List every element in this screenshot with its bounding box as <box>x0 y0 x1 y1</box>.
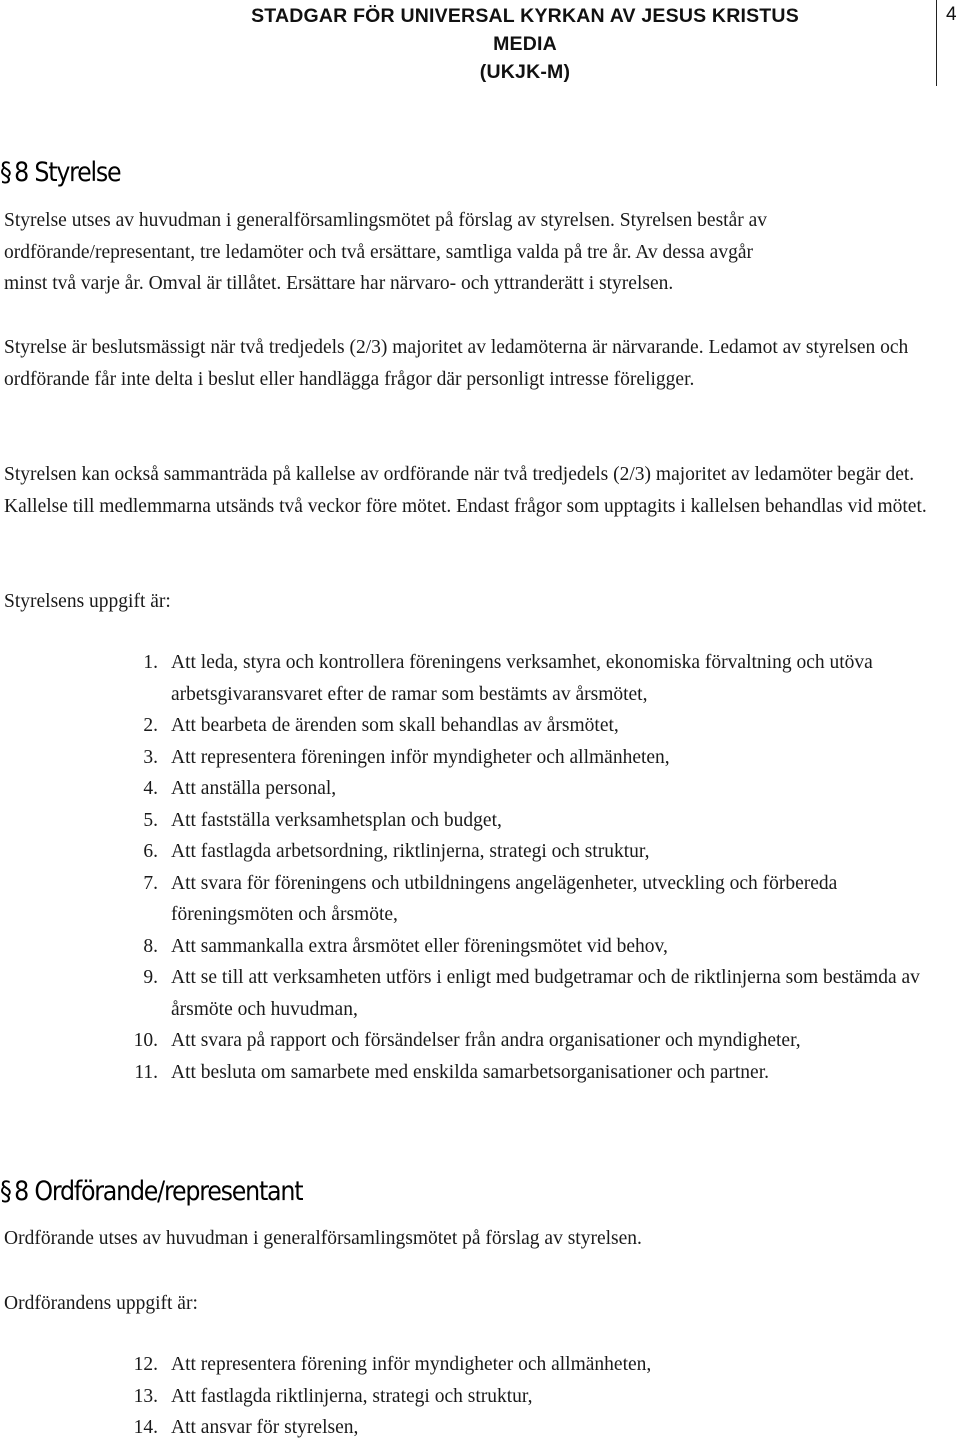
list-item-text: Att leda, styra och kontrollera föreningens verksamhet, ekonomiska förvaltning och utöva arbetsgivaransvaret efter de ramar som bestämts av årsmötet, <box>171 652 873 705</box>
list-item-number: 8. <box>143 935 158 957</box>
section-sign-icon: § <box>0 1176 11 1207</box>
list-item-number: 6. <box>143 841 158 862</box>
list-item-number: 9. <box>143 967 158 988</box>
section-heading-styrelse <box>0 157 120 188</box>
list-item-number: 11. <box>134 1061 158 1083</box>
section-heading-text: 8 Ordförande/representant <box>14 1176 303 1207</box>
list-item-number: 2. <box>143 715 158 736</box>
styrelse-duties-list <box>0 647 930 1088</box>
list-item-number: 7. <box>143 872 158 894</box>
section-sign-icon: § <box>0 157 11 188</box>
list-item-text: Att besluta om samarbete med enskilda samarbetsorganisationer och partner. <box>171 1061 769 1083</box>
section-heading-ordforande <box>0 1176 302 1207</box>
styrelse-duties-intro: Styrelsens uppgift är: <box>4 591 171 612</box>
list-item-text: Att fastlagda arbetsordning, riktlinjerna, strategi och struktur, <box>171 841 650 862</box>
list-item-text: Att sammankalla extra årsmötet eller föreningsmötet vid behov, <box>171 935 668 957</box>
list-item-text: Att se till att verksamheten utförs i enligt med budgetramar och de riktlinjerna som bestämda av årsmöte och huvudman, <box>171 967 920 1020</box>
list-item <box>0 710 930 742</box>
document-title-line-2: MEDIA <box>493 33 557 55</box>
list-item <box>0 647 930 710</box>
list-item <box>0 836 930 868</box>
list-item <box>0 868 930 931</box>
list-item-text: Att fastlagda riktlinjerna, strategi och struktur, <box>171 1385 533 1407</box>
list-item-number: 12. <box>133 1354 158 1375</box>
list-item <box>0 1412 930 1444</box>
list-item-number: 5. <box>143 809 158 831</box>
list-item-number: 3. <box>143 746 158 768</box>
list-item-number: 14. <box>133 1417 158 1438</box>
paragraph-line: Styrelse utses av huvudman i generalförsamlingsmötet på förslag av styrelsen. Styrelsen består av <box>4 210 768 231</box>
document-title-line-3: (UKJK-M) <box>479 61 571 83</box>
list-item-text: Att svara på rapport och försändelser från andra organisationer och myndigheter, <box>171 1030 801 1051</box>
list-item <box>0 805 930 837</box>
ordforande-duties-list <box>0 1349 930 1444</box>
list-item-text: Att anställa personal, <box>171 778 337 799</box>
paragraph-line: minst två varje år. Omval är tillåtet. Ersättare har närvaro- och yttranderätt i styrelsen. <box>4 273 674 294</box>
styrelse-paragraph-1 <box>4 205 934 300</box>
document-title <box>150 2 900 86</box>
document-title-line-1: STADGAR FÖR UNIVERSAL KYRKAN AV JESUS KRISTUS <box>251 5 799 27</box>
ordforande-paragraph-1: Ordförande utses av huvudman i generalförsamlingsmötet på förslag av styrelsen. <box>4 1228 642 1249</box>
list-item-number: 13. <box>133 1385 158 1407</box>
list-item <box>0 1057 930 1089</box>
list-item <box>0 1381 930 1413</box>
list-item-number: 4. <box>143 778 158 799</box>
list-item-text: Att svara för föreningens och utbildningens angelägenheter, utveckling och förbereda föreningsmöten och årsmöte, <box>171 872 838 925</box>
header-divider <box>936 0 937 86</box>
styrelse-paragraph-3: Styrelsen kan också sammanträda på kallelse av ordförande när två tredjedels (2/3) majoritet av ledamöter begär det. Kallelse till medlemmarna utsänds två veckor före mötet. Endast frågor som upptagits i kallelsen behandlas vid mötet. <box>4 464 927 517</box>
list-item <box>0 1025 930 1057</box>
list-item <box>0 962 930 1025</box>
ordforande-duties-intro: Ordförandens uppgift är: <box>4 1293 198 1314</box>
list-item-number: 10. <box>133 1030 158 1051</box>
list-item <box>0 742 930 774</box>
list-item-text: Att ansvar för styrelsen, <box>171 1417 359 1438</box>
list-item <box>0 773 930 805</box>
page-header <box>0 0 960 90</box>
list-item <box>0 931 930 963</box>
list-item <box>0 1349 930 1381</box>
list-item-text: Att bearbeta de ärenden som skall behandlas av årsmötet, <box>171 715 619 736</box>
paragraph-line: ordförande/representant, tre ledamöter och två ersättare, samtliga valda på tre år. Av dessa avgår <box>4 241 753 263</box>
styrelse-paragraph-2: Styrelse är beslutsmässigt när två tredjedels (2/3) majoritet av ledamöterna är närvarande. Ledamot av styrelsen och ordförande får inte delta i beslut eller handlägga frågor där personligt intresse föreligger. <box>4 337 909 390</box>
list-item-text: Att representera förening inför myndigheter och allmänheten, <box>171 1354 652 1375</box>
list-item-number: 1. <box>143 652 158 673</box>
list-item-text: Att representera föreningen inför myndigheter och allmänheten, <box>171 746 670 768</box>
section-heading-text: 8 Styrelse <box>14 157 121 188</box>
page-number: 4 <box>946 4 957 25</box>
list-item-text: Att fastställa verksamhetsplan och budget, <box>171 809 502 831</box>
